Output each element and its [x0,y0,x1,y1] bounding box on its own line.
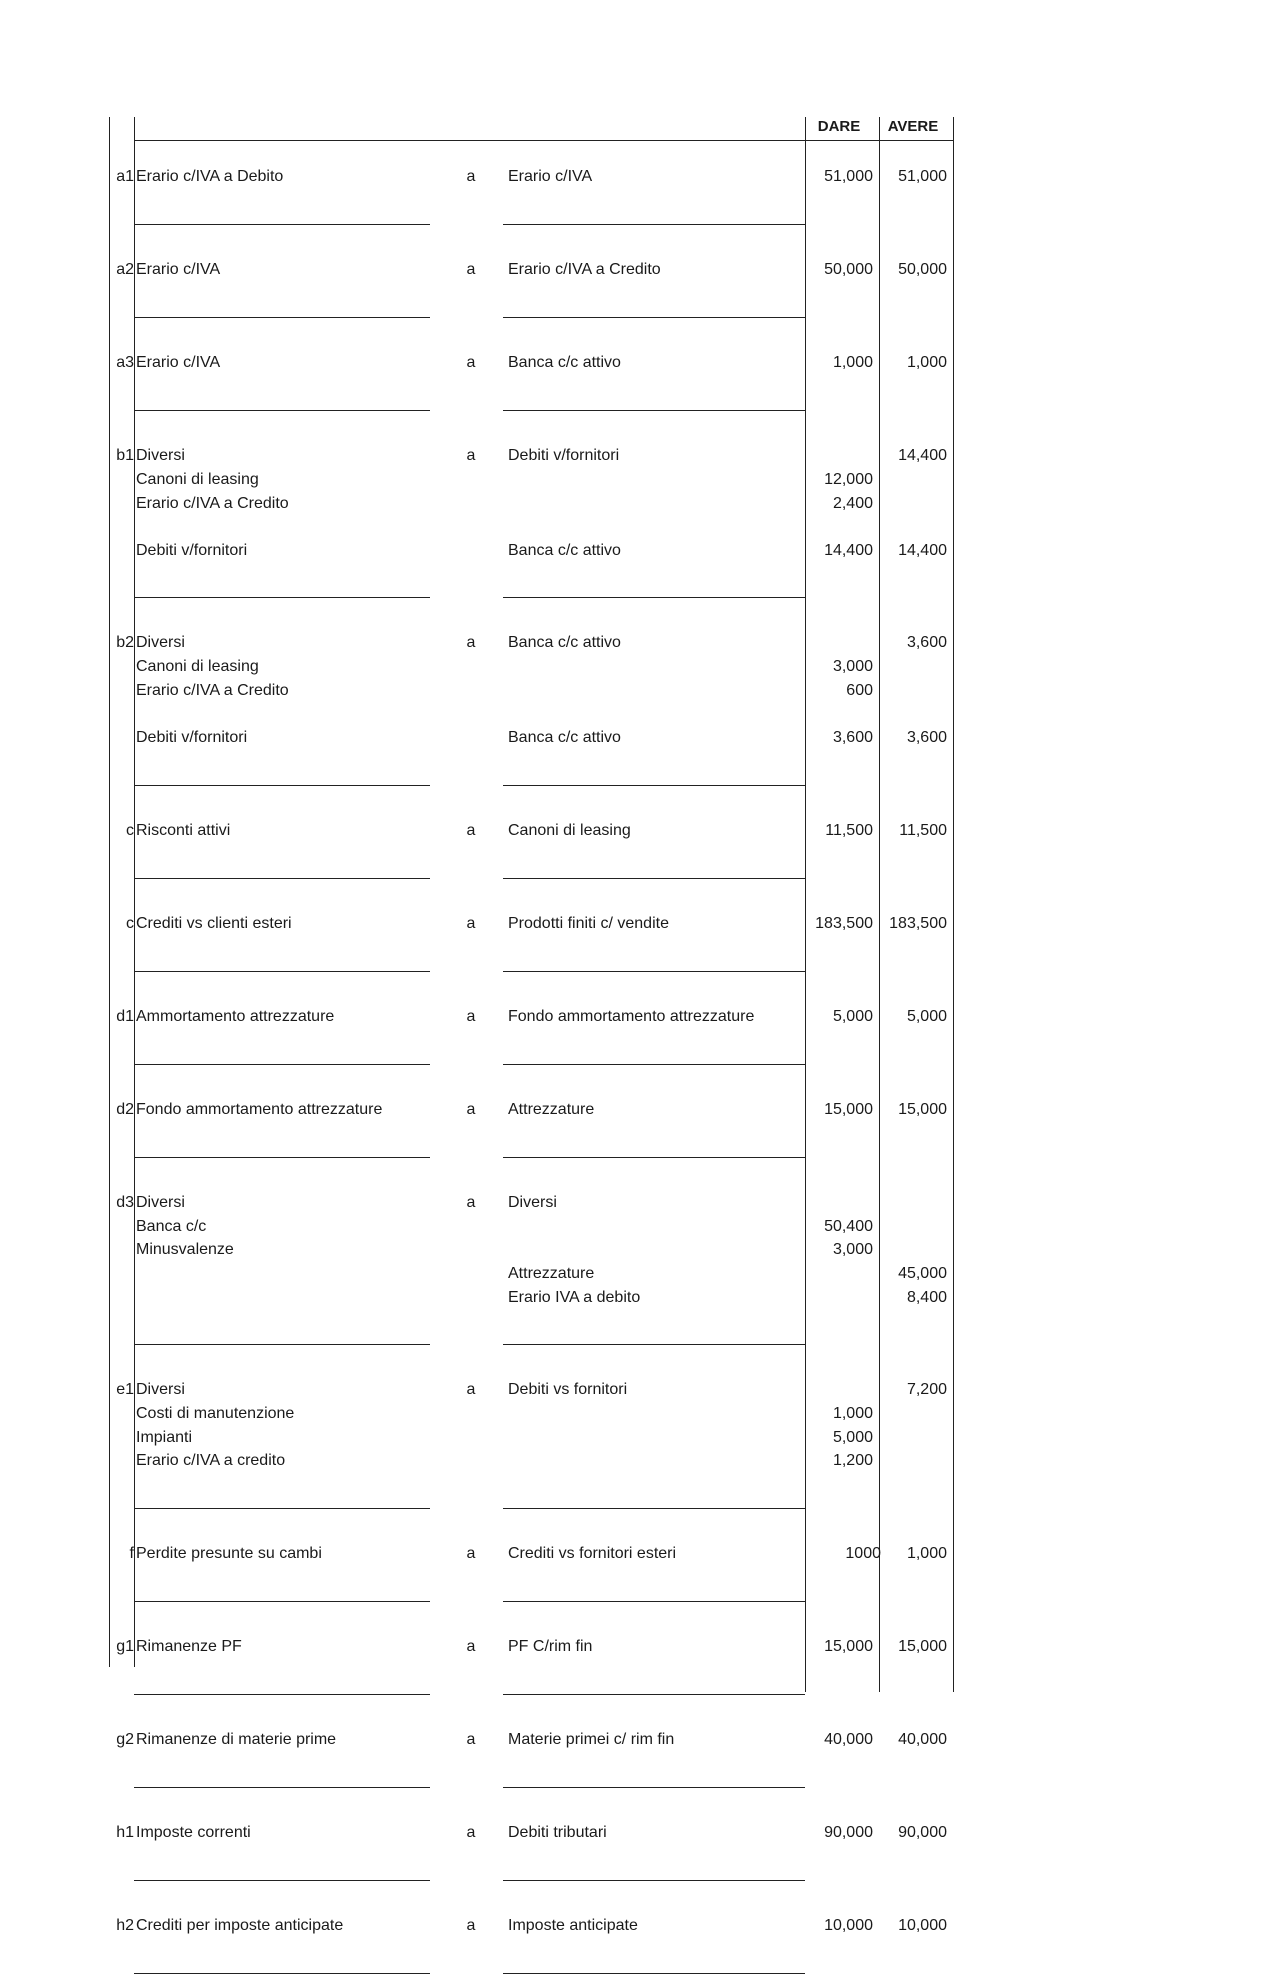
debit-account: Diversi [136,1194,185,1212]
debit-account: Diversi [136,447,185,465]
debit-account: Rimanenze di materie prime [136,1730,337,1748]
credit-account: Erario IVA a debito [508,1288,641,1306]
entry-code: b1 [116,447,134,465]
credit-account: Crediti vs fornitori esteri [508,1544,677,1562]
debit-account: Erario c/IVA a Credito [136,681,289,699]
entry-rule-debit [134,1787,430,1788]
entry-code: a2 [116,261,134,279]
avere-amount: 183,500 [889,914,947,932]
debit-account: Rimanenze PF [136,1637,242,1655]
entry-rule-credit [503,1344,805,1345]
entry-rule-credit [503,1694,805,1695]
avere-amount: 1,000 [906,1544,947,1562]
credit-account: Fondo ammortamento attrezzature [508,1007,755,1025]
dare-amount: 50,000 [824,261,873,279]
debit-account: Debiti v/fornitori [136,729,248,747]
dare-amount: 90,000 [824,1824,873,1842]
column-header-avere: AVERE [887,118,939,135]
credit-account: Attrezzature [508,1100,595,1118]
entry-code: d3 [116,1194,134,1212]
entry-rule-debit [134,1157,430,1158]
entry-code: d1 [116,1007,134,1025]
avere-amount: 8,400 [906,1288,947,1306]
separator-a: a [466,447,476,465]
entry-rule-credit [503,971,805,972]
debit-account: Perdite presunte su cambi [136,1544,322,1562]
debit-account: Fondo ammortamento attrezzature [136,1100,383,1118]
dare-amount: 51,000 [824,168,873,185]
avere-amount: 5,000 [906,1007,947,1025]
debit-account: Minusvalenze [136,1241,234,1259]
credit-account: Erario c/IVA [508,168,593,185]
avere-amount: 90,000 [898,1824,947,1842]
credit-account: Attrezzature [508,1265,595,1283]
dare-amount: 11,500 [825,821,873,839]
debit-account: Banca c/c [136,1217,207,1235]
entry-rule-credit [503,1064,805,1065]
debit-account: Diversi [136,634,185,652]
entry-code: e1 [116,1381,134,1399]
debit-account: Erario c/IVA [136,354,221,372]
entry-rule-debit [134,1064,430,1065]
dare-amount: 600 [846,681,873,699]
debit-account: Diversi [136,1381,185,1399]
rule-left-inner [134,117,135,1667]
debit-account: Erario c/IVA a credito [136,1452,286,1470]
avere-amount: 50,000 [898,261,947,279]
separator-a: a [466,1544,476,1562]
credit-account: PF C/rim fin [508,1637,593,1655]
rule-left-outer [109,117,110,1667]
avere-amount: 1,000 [906,354,947,372]
entry-rule-credit [503,785,805,786]
credit-account: Diversi [508,1194,557,1212]
entry-rule-debit [134,1601,430,1602]
avere-amount: 3,600 [906,634,947,652]
avere-amount: 15,000 [898,1100,947,1118]
entry-rule-debit [134,1880,430,1881]
entry-rule-debit [134,224,430,225]
dare-amount: 10,000 [824,1917,873,1935]
rule-avere-right [953,117,954,1692]
credit-account: Prodotti finiti c/ vendite [508,914,669,932]
entry-code: c [126,821,134,839]
dare-amount: 5,000 [832,1428,873,1446]
entry-code: g2 [116,1730,134,1748]
dare-amount: 15,000 [824,1637,873,1655]
entry-code: h2 [116,1917,134,1935]
entry-code: f [129,1544,134,1562]
dare-amount: 1,200 [832,1452,873,1470]
debit-account: Risconti attivi [136,821,231,839]
entry-rule-debit [134,971,430,972]
debit-account: Crediti per imposte anticipate [136,1917,344,1935]
entry-rule-debit [134,410,430,411]
debit-account: Costi di manutenzione [136,1404,295,1422]
separator-a: a [466,1194,476,1212]
debit-account: Erario c/IVA [136,261,221,279]
entry-rule-credit [503,410,805,411]
credit-account: Banca c/c attivo [508,354,621,372]
credit-account: Banca c/c attivo [508,729,621,747]
header-rule [134,140,953,141]
dare-amount: 40,000 [824,1730,873,1748]
dare-amount: 14,400 [824,542,873,560]
avere-amount: 11,500 [899,821,947,839]
entry-code: a3 [116,354,134,372]
separator-a: a [466,1100,476,1118]
debit-account: Erario c/IVA a Debito [136,168,284,185]
credit-account: Materie primei c/ rim fin [508,1730,675,1748]
separator-a: a [466,914,476,932]
entry-code: c [126,914,134,932]
entry-code: d2 [116,1100,134,1118]
debit-account: Canoni di leasing [136,658,259,676]
dare-amount: 3,000 [832,658,873,676]
avere-amount: 14,400 [898,447,947,465]
entry-rule-credit [503,224,805,225]
separator-a: a [466,168,476,185]
separator-a: a [466,634,476,652]
separator-a: a [466,1637,476,1655]
avere-amount: 14,400 [898,542,947,560]
credit-account: Debiti vs fornitori [508,1381,628,1399]
dare-amount: 12,000 [824,471,873,488]
separator-a: a [466,261,476,279]
entry-rule-credit [503,597,805,598]
dare-amount: 50,400 [824,1217,873,1235]
credit-account: Imposte anticipate [508,1917,638,1935]
avere-amount: 15,000 [898,1637,947,1655]
separator-a: a [466,354,476,372]
dare-amount: 3,600 [832,729,873,747]
entry-rule-debit [134,597,430,598]
dare-amount: 2,400 [832,494,873,512]
debit-account: Impianti [136,1428,193,1446]
credit-account: Debiti v/fornitori [508,447,620,465]
entry-code: g1 [116,1637,134,1655]
entry-rule-credit [503,1787,805,1788]
separator-a: a [466,821,476,839]
separator-a: a [466,1917,476,1935]
debit-account: Canoni di leasing [136,471,259,488]
credit-account: Banca c/c attivo [508,634,621,652]
credit-account: Banca c/c attivo [508,542,621,560]
entry-rule-debit [134,1694,430,1695]
entry-rule-credit [503,1157,805,1158]
entry-code: h1 [116,1824,134,1842]
debit-account: Debiti v/fornitori [136,542,248,560]
dare-amount: 183,500 [815,914,873,932]
entry-code: b2 [116,634,134,652]
credit-account: Erario c/IVA a Credito [508,261,661,279]
avere-amount: 3,600 [906,729,947,747]
entry-rule-debit [134,1344,430,1345]
entry-rule-debit [134,785,430,786]
dare-amount: 15,000 [824,1100,873,1118]
dare-amount: 3,000 [832,1241,873,1259]
debit-account: Ammortamento attrezzature [136,1007,335,1025]
avere-amount: 45,000 [898,1265,947,1283]
entry-rule-debit [134,317,430,318]
entry-rule-debit [134,878,430,879]
separator-a: a [466,1007,476,1025]
dare-amount: 1000 [845,1544,881,1562]
separator-a: a [466,1381,476,1399]
separator-a: a [466,1730,476,1748]
avere-amount: 7,200 [906,1381,947,1399]
column-header-dare: DARE [817,118,861,135]
debit-account: Imposte correnti [136,1824,251,1842]
entry-rule-credit [503,1880,805,1881]
dare-amount: 5,000 [832,1007,873,1025]
separator-a: a [466,1824,476,1842]
dare-amount: 1,000 [832,1404,873,1422]
entry-rule-credit [503,878,805,879]
credit-account: Canoni di leasing [508,821,631,839]
credit-account: Debiti tributari [508,1824,607,1842]
debit-account: Erario c/IVA a Credito [136,494,289,512]
entry-code: a1 [116,168,134,185]
entry-rule-credit [503,1601,805,1602]
avere-amount: 51,000 [898,168,947,185]
avere-amount: 10,000 [898,1917,947,1935]
avere-amount: 40,000 [898,1730,947,1748]
entry-rule-credit [503,1508,805,1509]
dare-amount: 1,000 [832,354,873,372]
entry-rule-debit [134,1508,430,1509]
debit-account: Crediti vs clienti esteri [136,914,292,932]
entry-rule-credit [503,317,805,318]
